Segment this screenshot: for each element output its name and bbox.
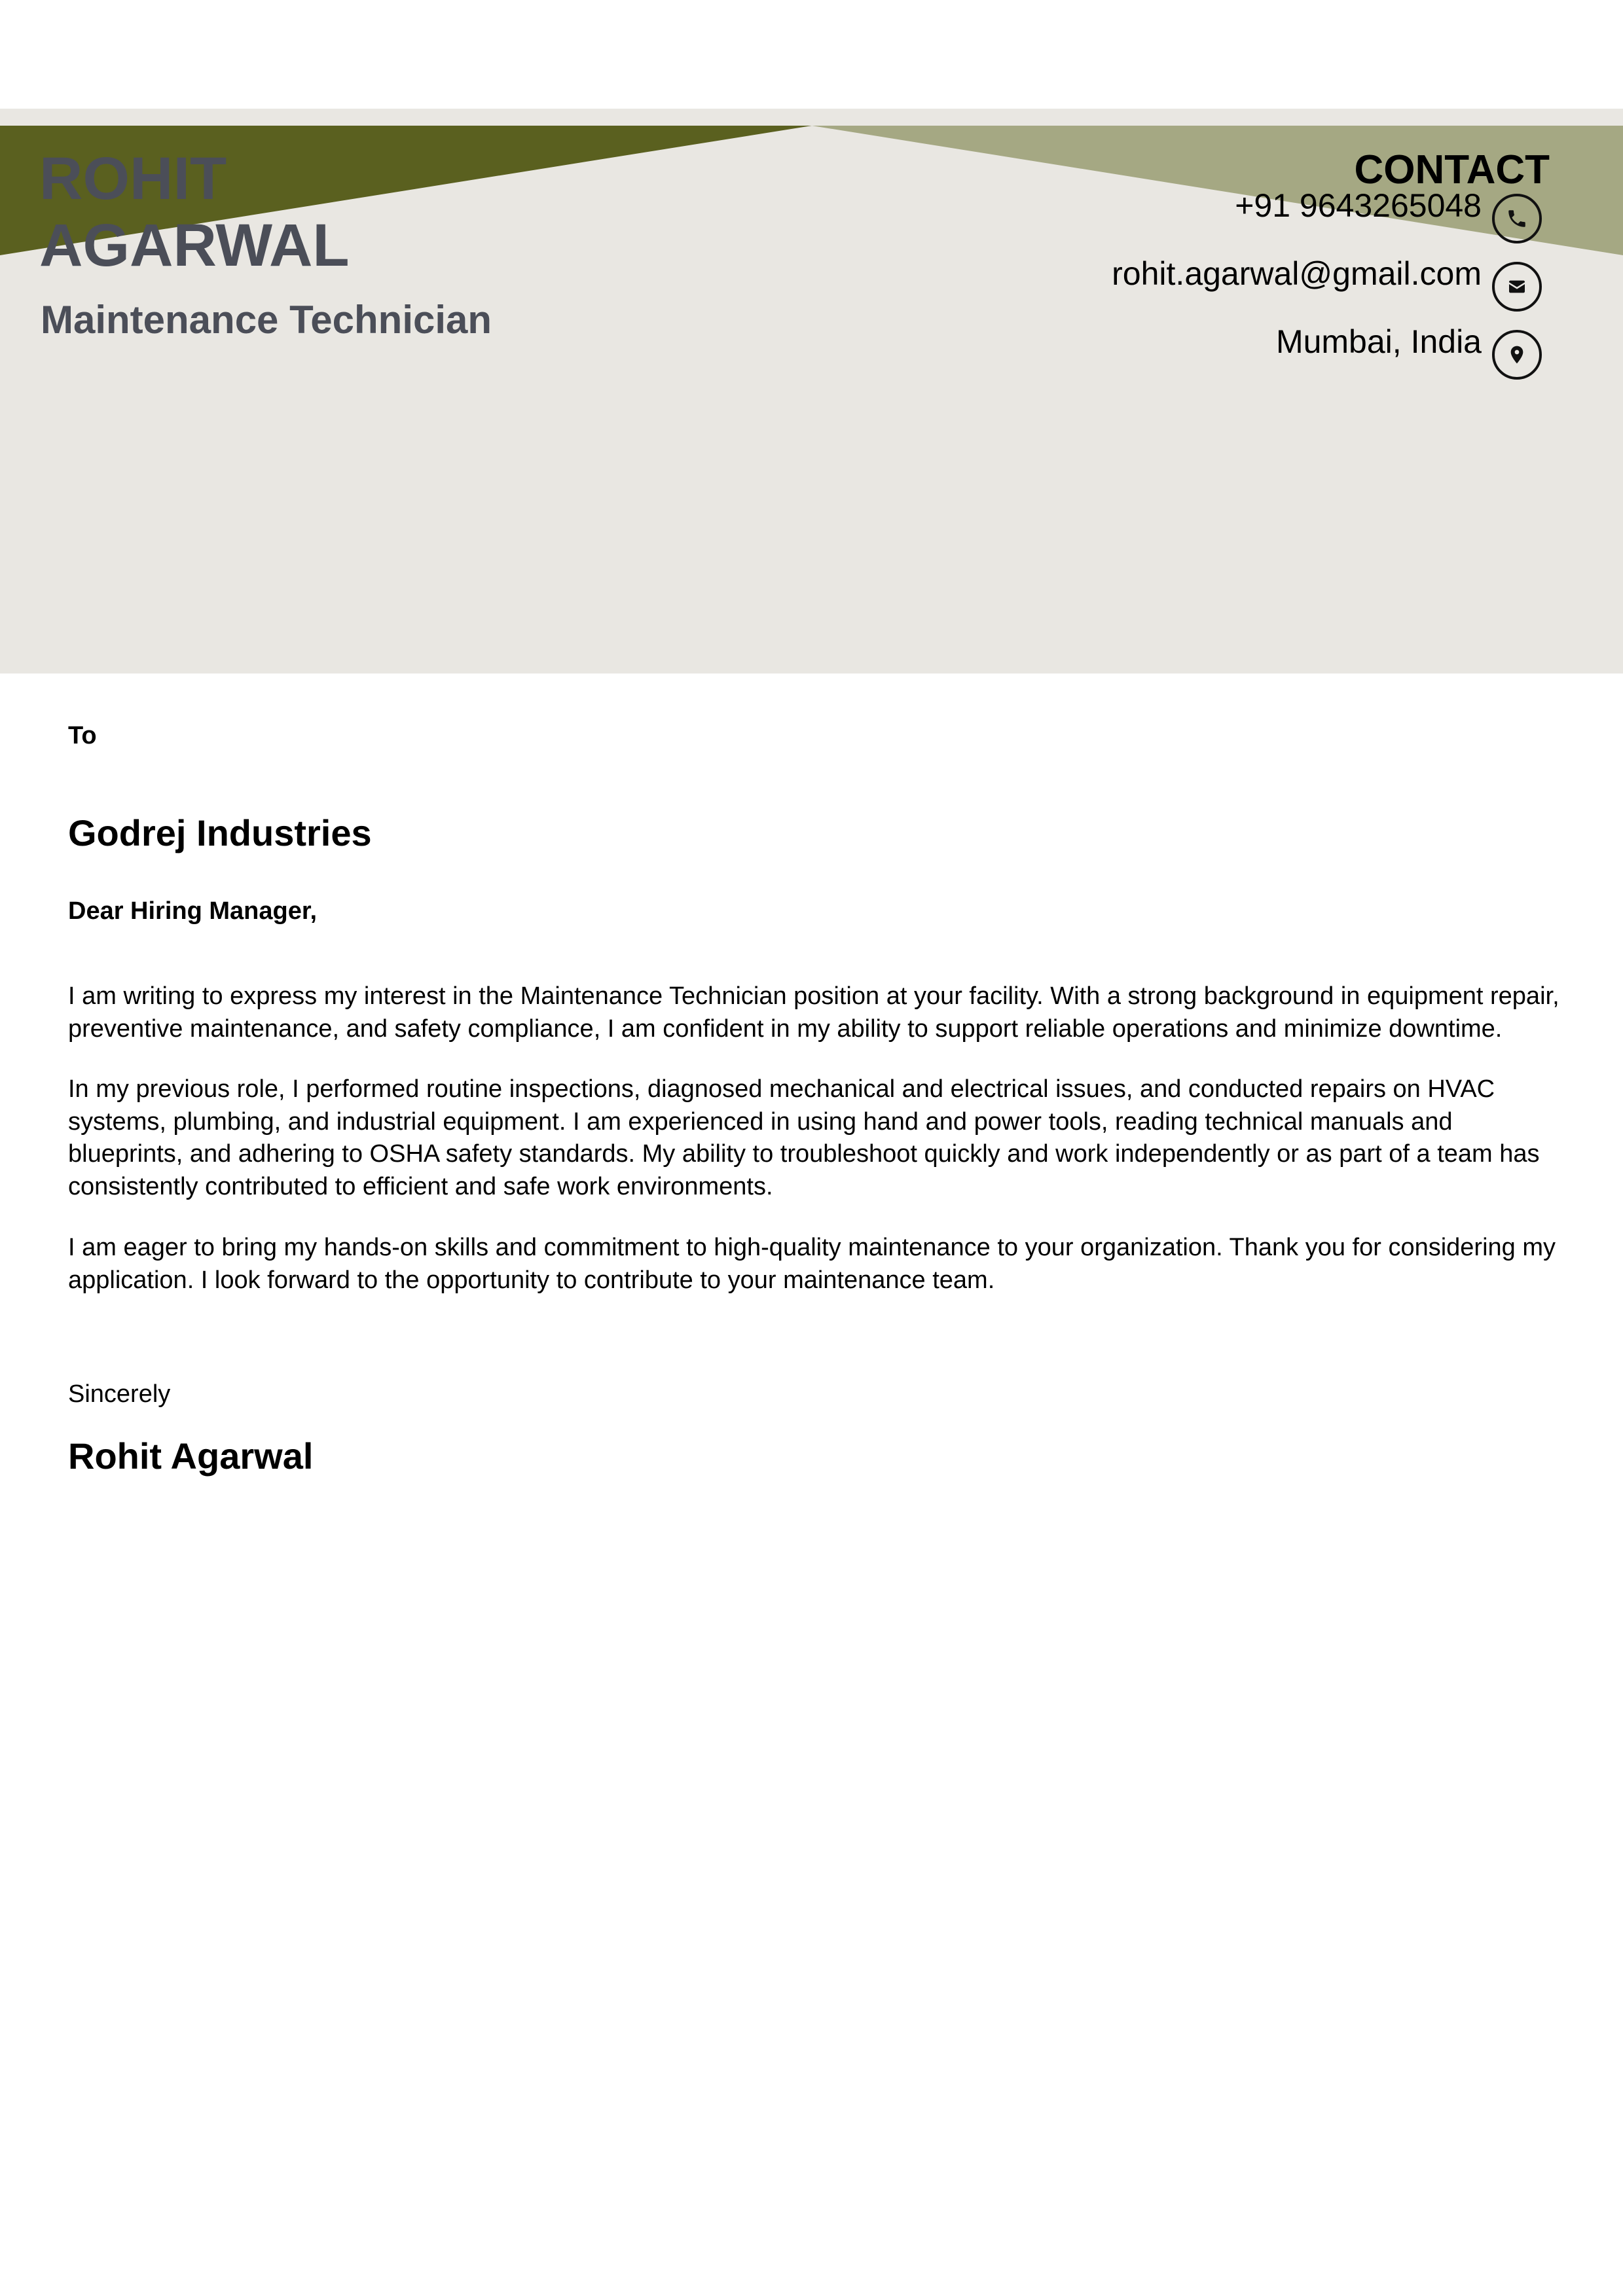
contact-location-row	[895, 322, 1550, 390]
salutation: Dear Hiring Manager,	[68, 897, 318, 925]
contact-section	[895, 147, 1550, 390]
closing: Sincerely	[68, 1380, 171, 1408]
contact-email-row	[895, 254, 1550, 322]
signature-name: Rohit Agarwal	[68, 1435, 314, 1477]
applicant-name	[39, 145, 350, 279]
envelope-icon	[1492, 262, 1542, 312]
map-pin-icon	[1492, 330, 1542, 380]
phone-number[interactable]: +91 9643265048	[1235, 187, 1482, 224]
to-label: To	[68, 722, 97, 749]
company-name: Godrej Industries	[68, 812, 372, 853]
letter-paragraph: In my previous role, I performed routine inspections, diagnosed mechanical and electrical issues, and conducted repairs on HVAC systems, plumbing, and industrial equipment. I am experienced in using hand and power tools, reading technical manuals and blueprints, and adhering to OSHA safety standards. My ability to troubleshoot quickly and work independently or as part of a team has consistently contributed to efficient and safe work environments.	[68, 1075, 1540, 1200]
job-title: Maintenance Technician	[41, 298, 492, 342]
letter-body	[68, 720, 1561, 1477]
first-name: ROHIT	[39, 145, 227, 212]
location: Mumbai, India	[1275, 323, 1482, 360]
contact-phone-row	[895, 186, 1550, 254]
contact-heading: CONTACT	[1354, 147, 1550, 192]
email-address[interactable]: rohit.agarwal@gmail.com	[1112, 255, 1482, 292]
last-name: AGARWAL	[39, 212, 350, 279]
letter-paragraph: I am writing to express my interest in the Maintenance Technician position at your facility. With a strong background in equipment repair, preventive maintenance, and safety compliance, I am confident in my ability to support reliable operations and minimize downtime.	[68, 982, 1559, 1043]
phone-icon	[1492, 194, 1542, 243]
letter-paragraph: I am eager to bring my hands-on skills and commitment to high-quality maintenance to your organization. Thank you for considering my application. I look forward to the opportunity to contribute to your maintenance team.	[68, 1234, 1556, 1294]
